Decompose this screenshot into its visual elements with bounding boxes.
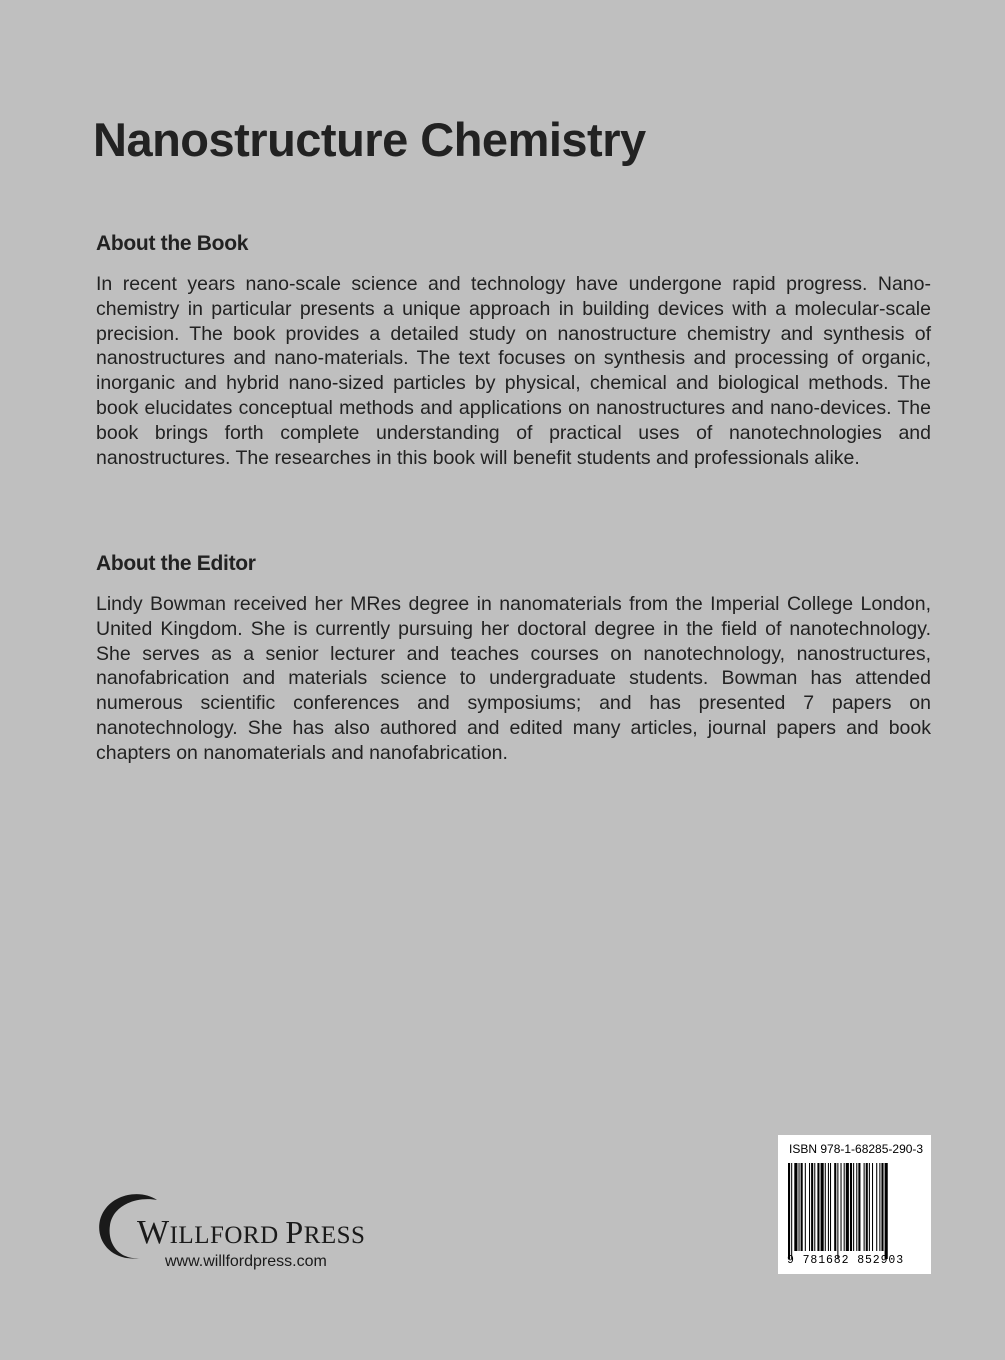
book-title: Nanostructure Chemistry: [93, 113, 646, 166]
publisher-name: WILLFORD PRESS: [137, 1214, 366, 1251]
publisher-url: www.willfordpress.com: [165, 1253, 327, 1270]
about-editor-heading: About the Editor: [96, 552, 256, 575]
about-book-text: In recent years nano-scale science and technology have undergone rapid progress. Nano-chemistry in particular presents a unique approach in building devices with a molecular-scale precision. The book provides a detailed study on nanostructure chemistry and synthesis of nanostructures and nano-materials. The text focuses on synthesis and processing of organic, inorganic and hybrid nano-sized particles by physical, chemical and biological methods. The book elucidates conceptual methods and applications on nanostructures and nano-devices. The book brings forth complete understanding of practical uses of nanotechnologies and nanostructures. The researches in this book will benefit students and professionals alike.: [96, 273, 931, 469]
isbn-barcode-panel: [778, 1135, 931, 1274]
about-book-section: [96, 232, 931, 470]
isbn-label: ISBN 978-1-68285-290-3: [789, 1142, 924, 1156]
barcode-digits: 9 781682 852903: [787, 1254, 905, 1267]
about-editor-text: Lindy Bowman received her MRes degree in nanomaterials from the Imperial College London, United Kingdom. She is currently pursuing her doctoral degree in the field of nanotechnology. She serves as a senior lecturer and teaches courses on nanotechnology, nanostructures, nanofabrication and materials science to undergraduate students. Bowman has attended numerous scientific conferences and symposiums; and has presented 7 papers on nanotechnology. She has also authored and edited many articles, journal papers and book chapters on nanomaterials and nanofabrication.: [96, 593, 931, 764]
about-book-heading: About the Book: [96, 232, 249, 255]
publisher-logo: [95, 1190, 366, 1280]
barcode-icon: [788, 1163, 922, 1259]
about-editor-section: [96, 552, 931, 766]
